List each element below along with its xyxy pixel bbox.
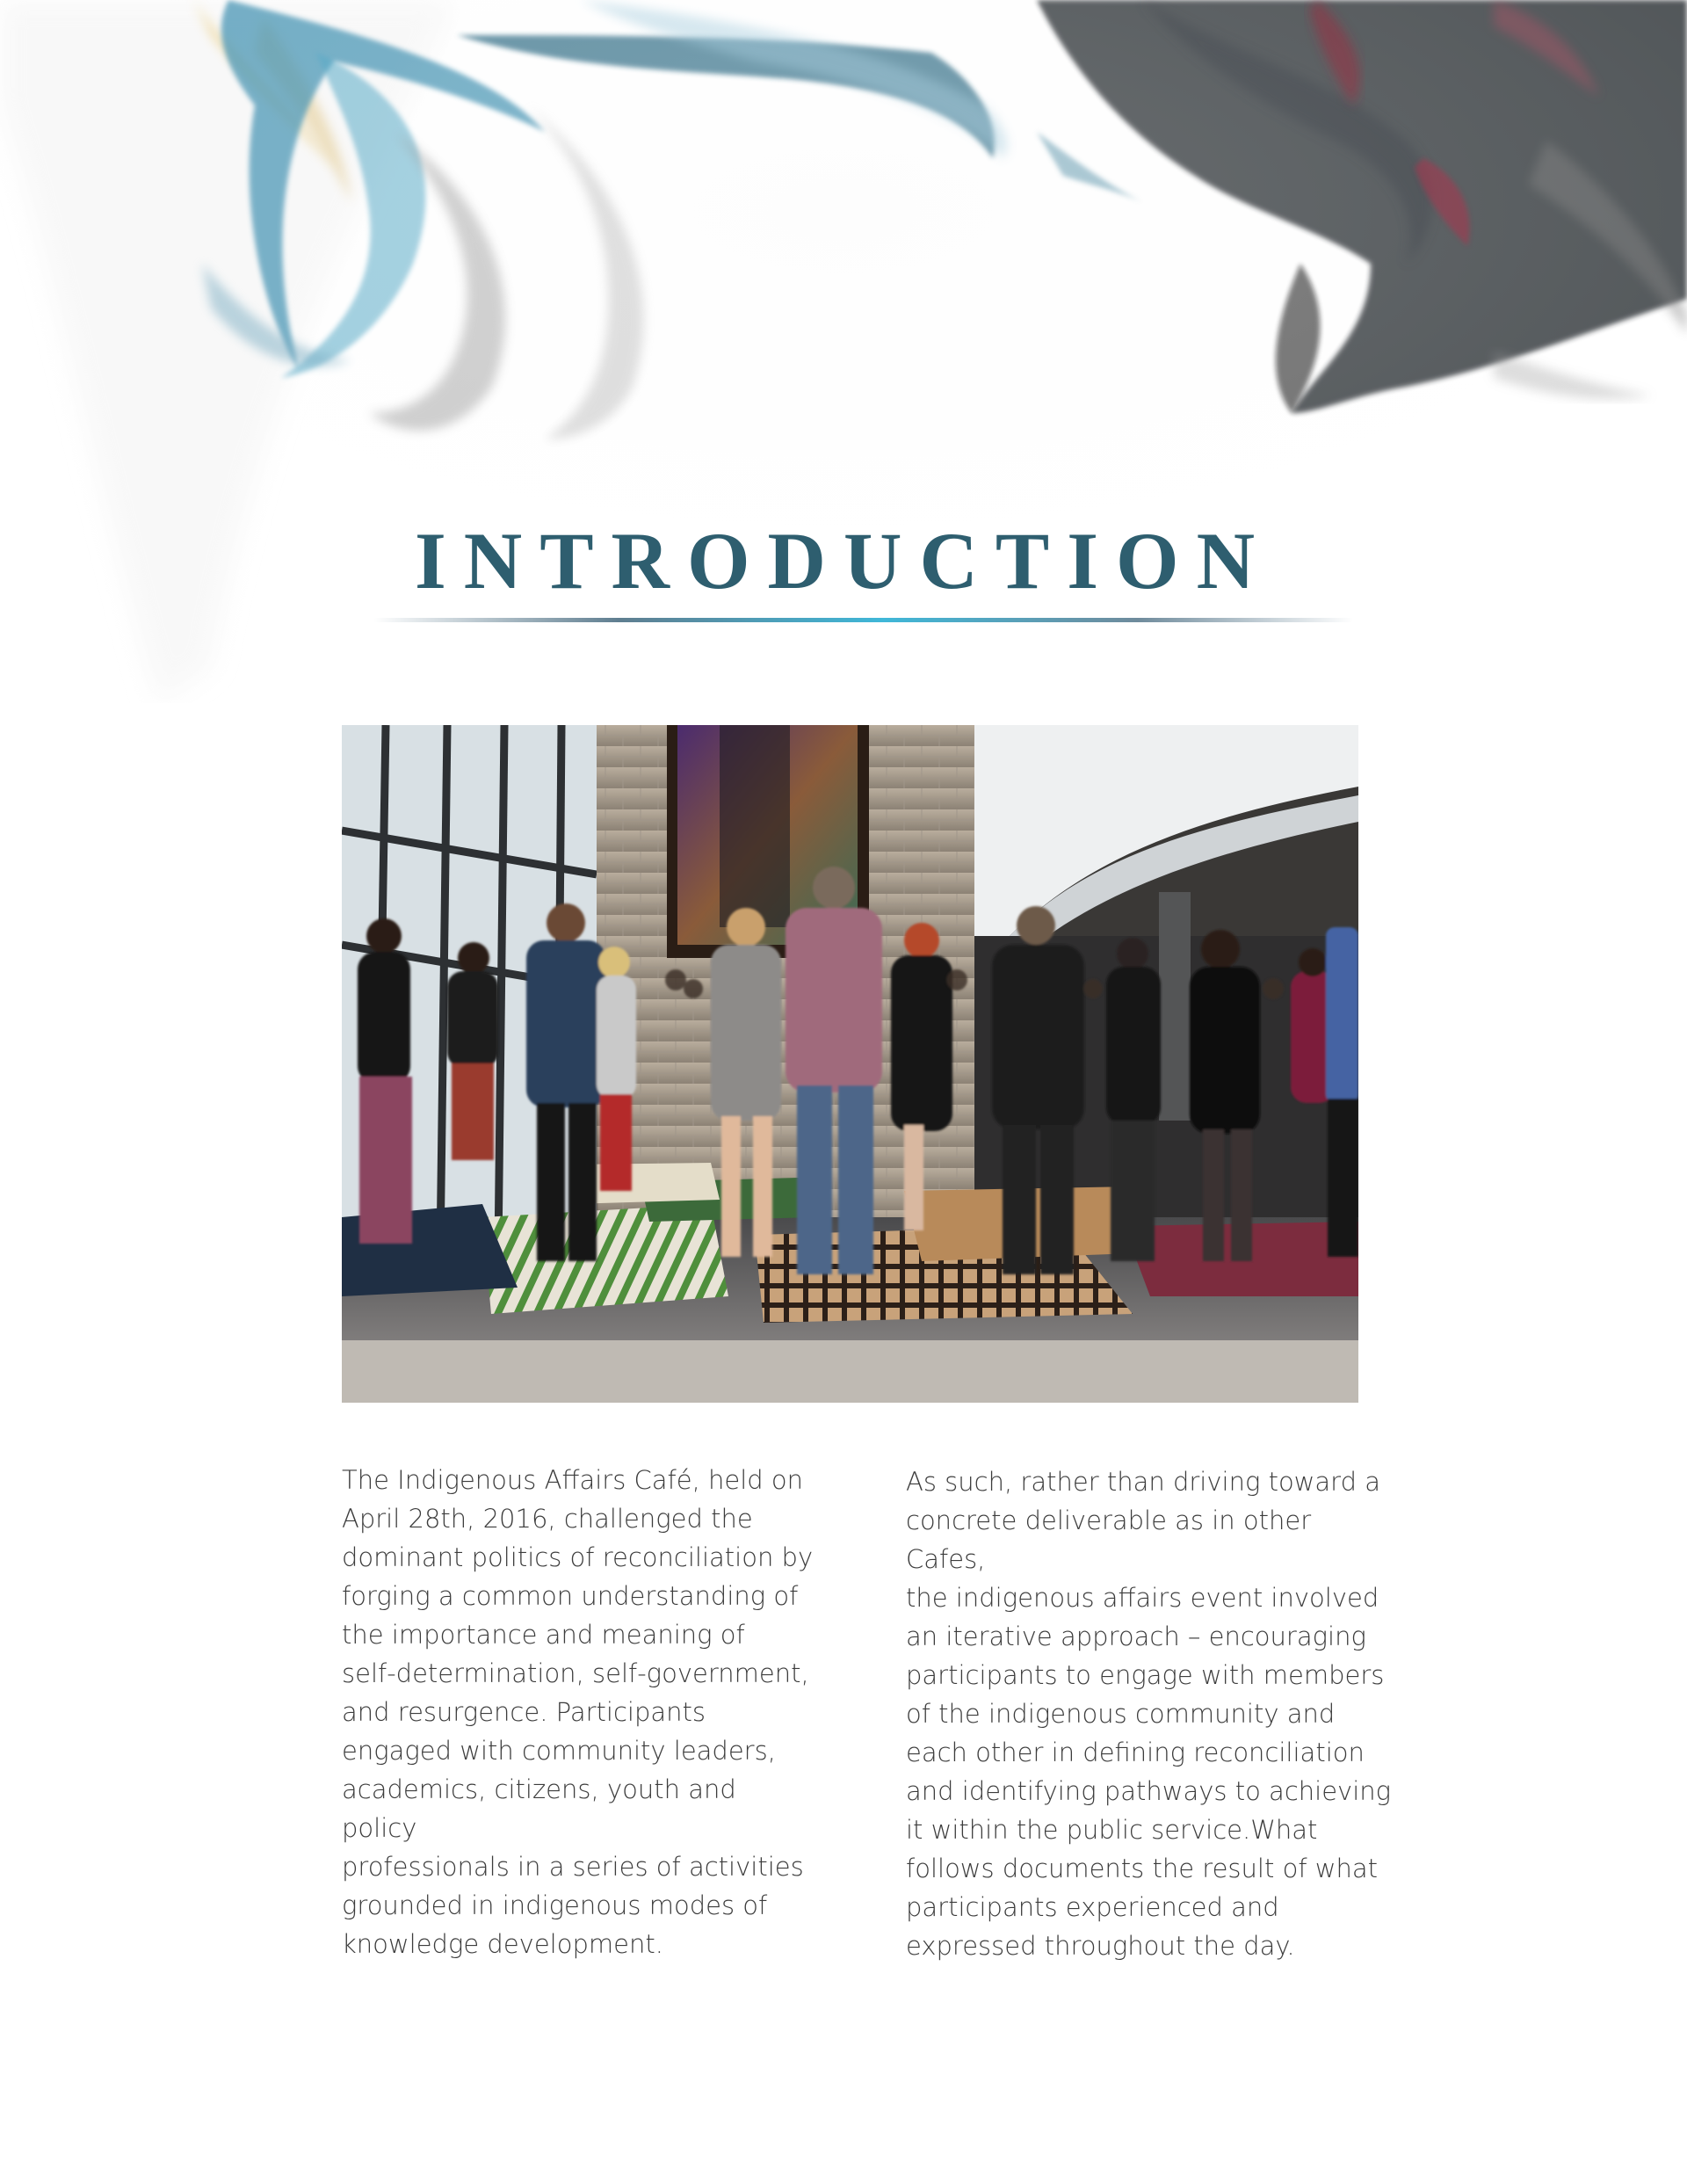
intro-paragraph-left: The Indigenous Affairs Café, held on April 28th, 2016, challenged the dominant politics of reconciliation by forging a common understanding of the importance and meaning of self-determination, self-government, and resurgence. Participants engaged with community leaders, academics, citizens, youth and policy professionals in a series of activities grounded in indigenous modes of knowledge development. xyxy=(342,1465,814,1959)
intro-paragraph-right: As such, rather than driving toward a concrete deliverable as in other Cafes, the indigenous affairs event involved an iterative approach – encouraging participants to engage with members of the indigenous community and each other in defining reconciliation and identifying pathways to achieving it within the public service.What follows documents the result of what participants experienced and expressed throughout the day. xyxy=(906,1467,1392,1961)
title-divider xyxy=(373,618,1353,622)
page-title: INTRODUCTION xyxy=(414,515,1273,606)
event-photo-image xyxy=(342,725,1358,1403)
event-photo xyxy=(342,725,1358,1403)
